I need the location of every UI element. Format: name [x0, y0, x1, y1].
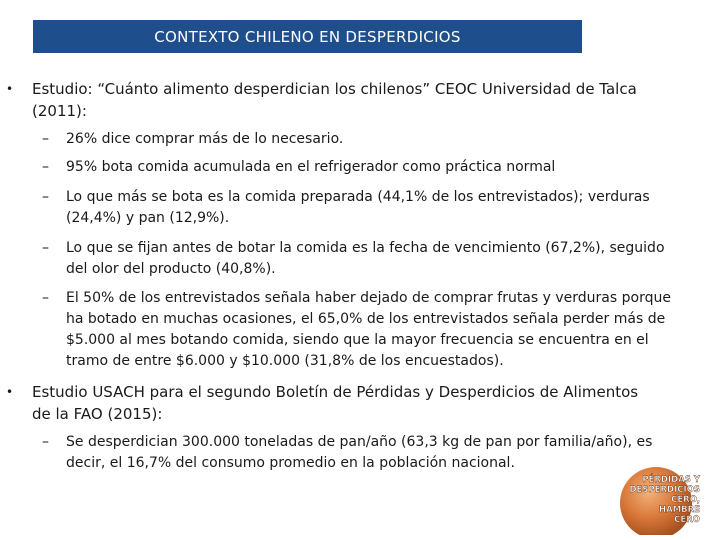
sub-item-text: 95% bota comida acumulada en el refrigerador como práctica normal: [66, 159, 556, 175]
bullet-1-text: Estudio: “Cuánto alimento desperdician los chilenos” CEOC Universidad de Talca (2011):: [32, 80, 637, 120]
dash-marker: –: [42, 434, 49, 450]
dash-marker: –: [42, 290, 49, 306]
bullet-2-text: Estudio USACH para el segundo Boletín de Pérdidas y Desperdicios de Alimentos de la FAO (2015):: [32, 383, 639, 423]
dash-marker: –: [42, 131, 49, 147]
dash-marker: –: [42, 240, 49, 256]
perdidas-desperdicios-logo: [618, 465, 702, 535]
logo-text-line: CERO,: [671, 495, 700, 505]
logo-text-line: CERO: [674, 515, 700, 525]
logo-text-line: PÉRDIDAS Y: [642, 475, 700, 485]
sub-item-text: Lo que más se bota es la comida preparada (44,1% de los entrevistados); verduras (24,4%) y pan (12,9%).: [66, 189, 650, 226]
sub-item-text: Lo que se fijan antes de botar la comida es la fecha de vencimiento (67,2%), seguido del olor del producto (40,8%).: [66, 240, 665, 277]
logo-text-line: HAMBRE: [659, 505, 700, 515]
bullet-marker: •: [6, 82, 14, 96]
slide-title: CONTEXTO CHILENO EN DESPERDICIOS: [33, 20, 582, 53]
sub-item-text: El 50% de los entrevistados señala haber dejado de comprar frutas y verduras porque ha botado en muchas ocasiones, el 65,0% de los entrevistados señala perder más de $5.000 al mes botando comida, siendo que la mayor frecuencia se encuentra en el tramo de entre $6.000 y $10.000 (31,8% de los encuestados).: [66, 290, 671, 369]
logo-text-line: DESPERDICIOS: [629, 485, 700, 495]
sub-item-text: Se desperdician 300.000 toneladas de pan/año (63,3 kg de pan por familia/año), es decir, el 16,7% del consumo promedio en la población nacional.: [66, 434, 653, 471]
dash-marker: –: [42, 189, 49, 205]
bullet-marker: •: [6, 385, 14, 399]
sub-item-text: 26% dice comprar más de lo necesario.: [66, 131, 344, 147]
dash-marker: –: [42, 159, 49, 175]
